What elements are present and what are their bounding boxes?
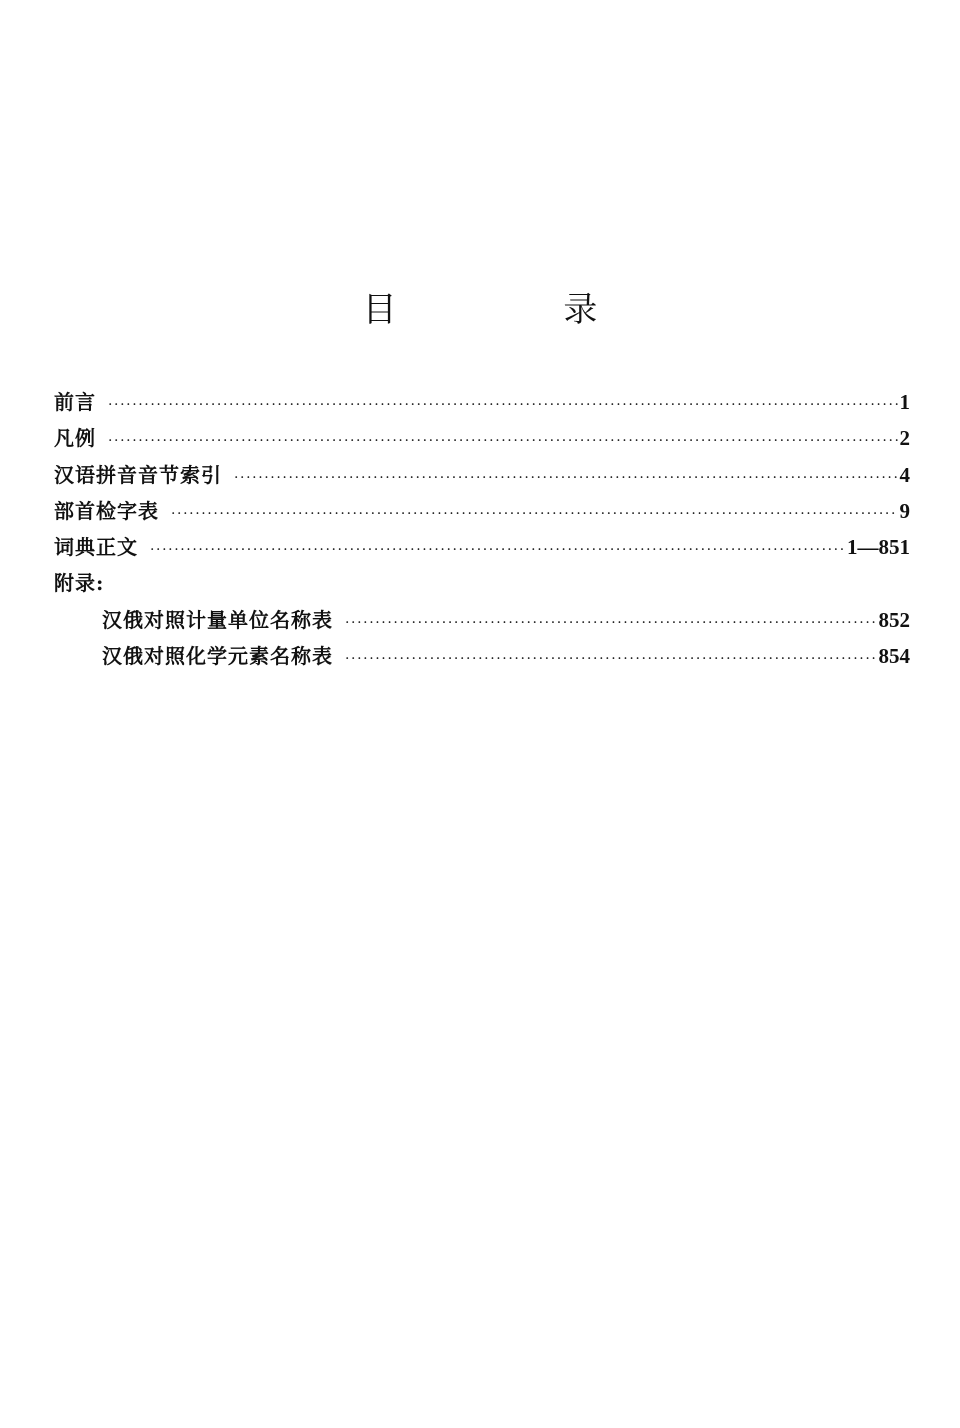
dot-leader (150, 532, 845, 568)
toc-entry-radical-index[interactable] (54, 493, 910, 529)
table-of-contents (54, 384, 910, 674)
toc-entry-conventions[interactable] (54, 420, 910, 456)
toc-entry-appendix[interactable] (54, 565, 910, 601)
dot-leader (345, 605, 877, 641)
toc-entry-pinyin-index[interactable] (54, 457, 910, 493)
dot-leader (108, 423, 898, 459)
toc-entry-page: 2 (899, 426, 910, 451)
toc-entry-preface[interactable] (54, 384, 910, 420)
toc-entry-label: 前言 (54, 390, 96, 414)
toc-entry-label: 词典正文 (54, 535, 138, 560)
toc-entry-chemical-elements[interactable] (54, 638, 910, 674)
toc-entry-label: 附录: (54, 571, 105, 596)
toc-entry-main-text[interactable] (54, 529, 910, 565)
dot-leader (345, 641, 877, 677)
toc-entry-label: 汉语拼音音节索引 (54, 462, 222, 487)
dot-leader (171, 496, 898, 532)
toc-entry-label: 凡例 (54, 426, 96, 451)
toc-entry-page: 4 (899, 462, 910, 487)
toc-entry-page: 1—851 (847, 535, 910, 560)
dot-leader (108, 387, 898, 423)
toc-entry-label: 部首检字表 (54, 498, 159, 523)
toc-entry-page: 852 (878, 607, 910, 632)
toc-entry-measurement-units[interactable] (54, 602, 910, 638)
toc-entry-page: 854 (878, 644, 910, 669)
page-title: 目 录 (362, 290, 676, 330)
dot-leader (234, 460, 898, 496)
toc-entry-label: 汉俄对照化学元素名称表 (102, 644, 333, 669)
toc-entry-page: 9 (899, 498, 910, 523)
toc-entry-page: 1 (899, 390, 910, 414)
toc-entry-label: 汉俄对照计量单位名称表 (102, 607, 333, 632)
